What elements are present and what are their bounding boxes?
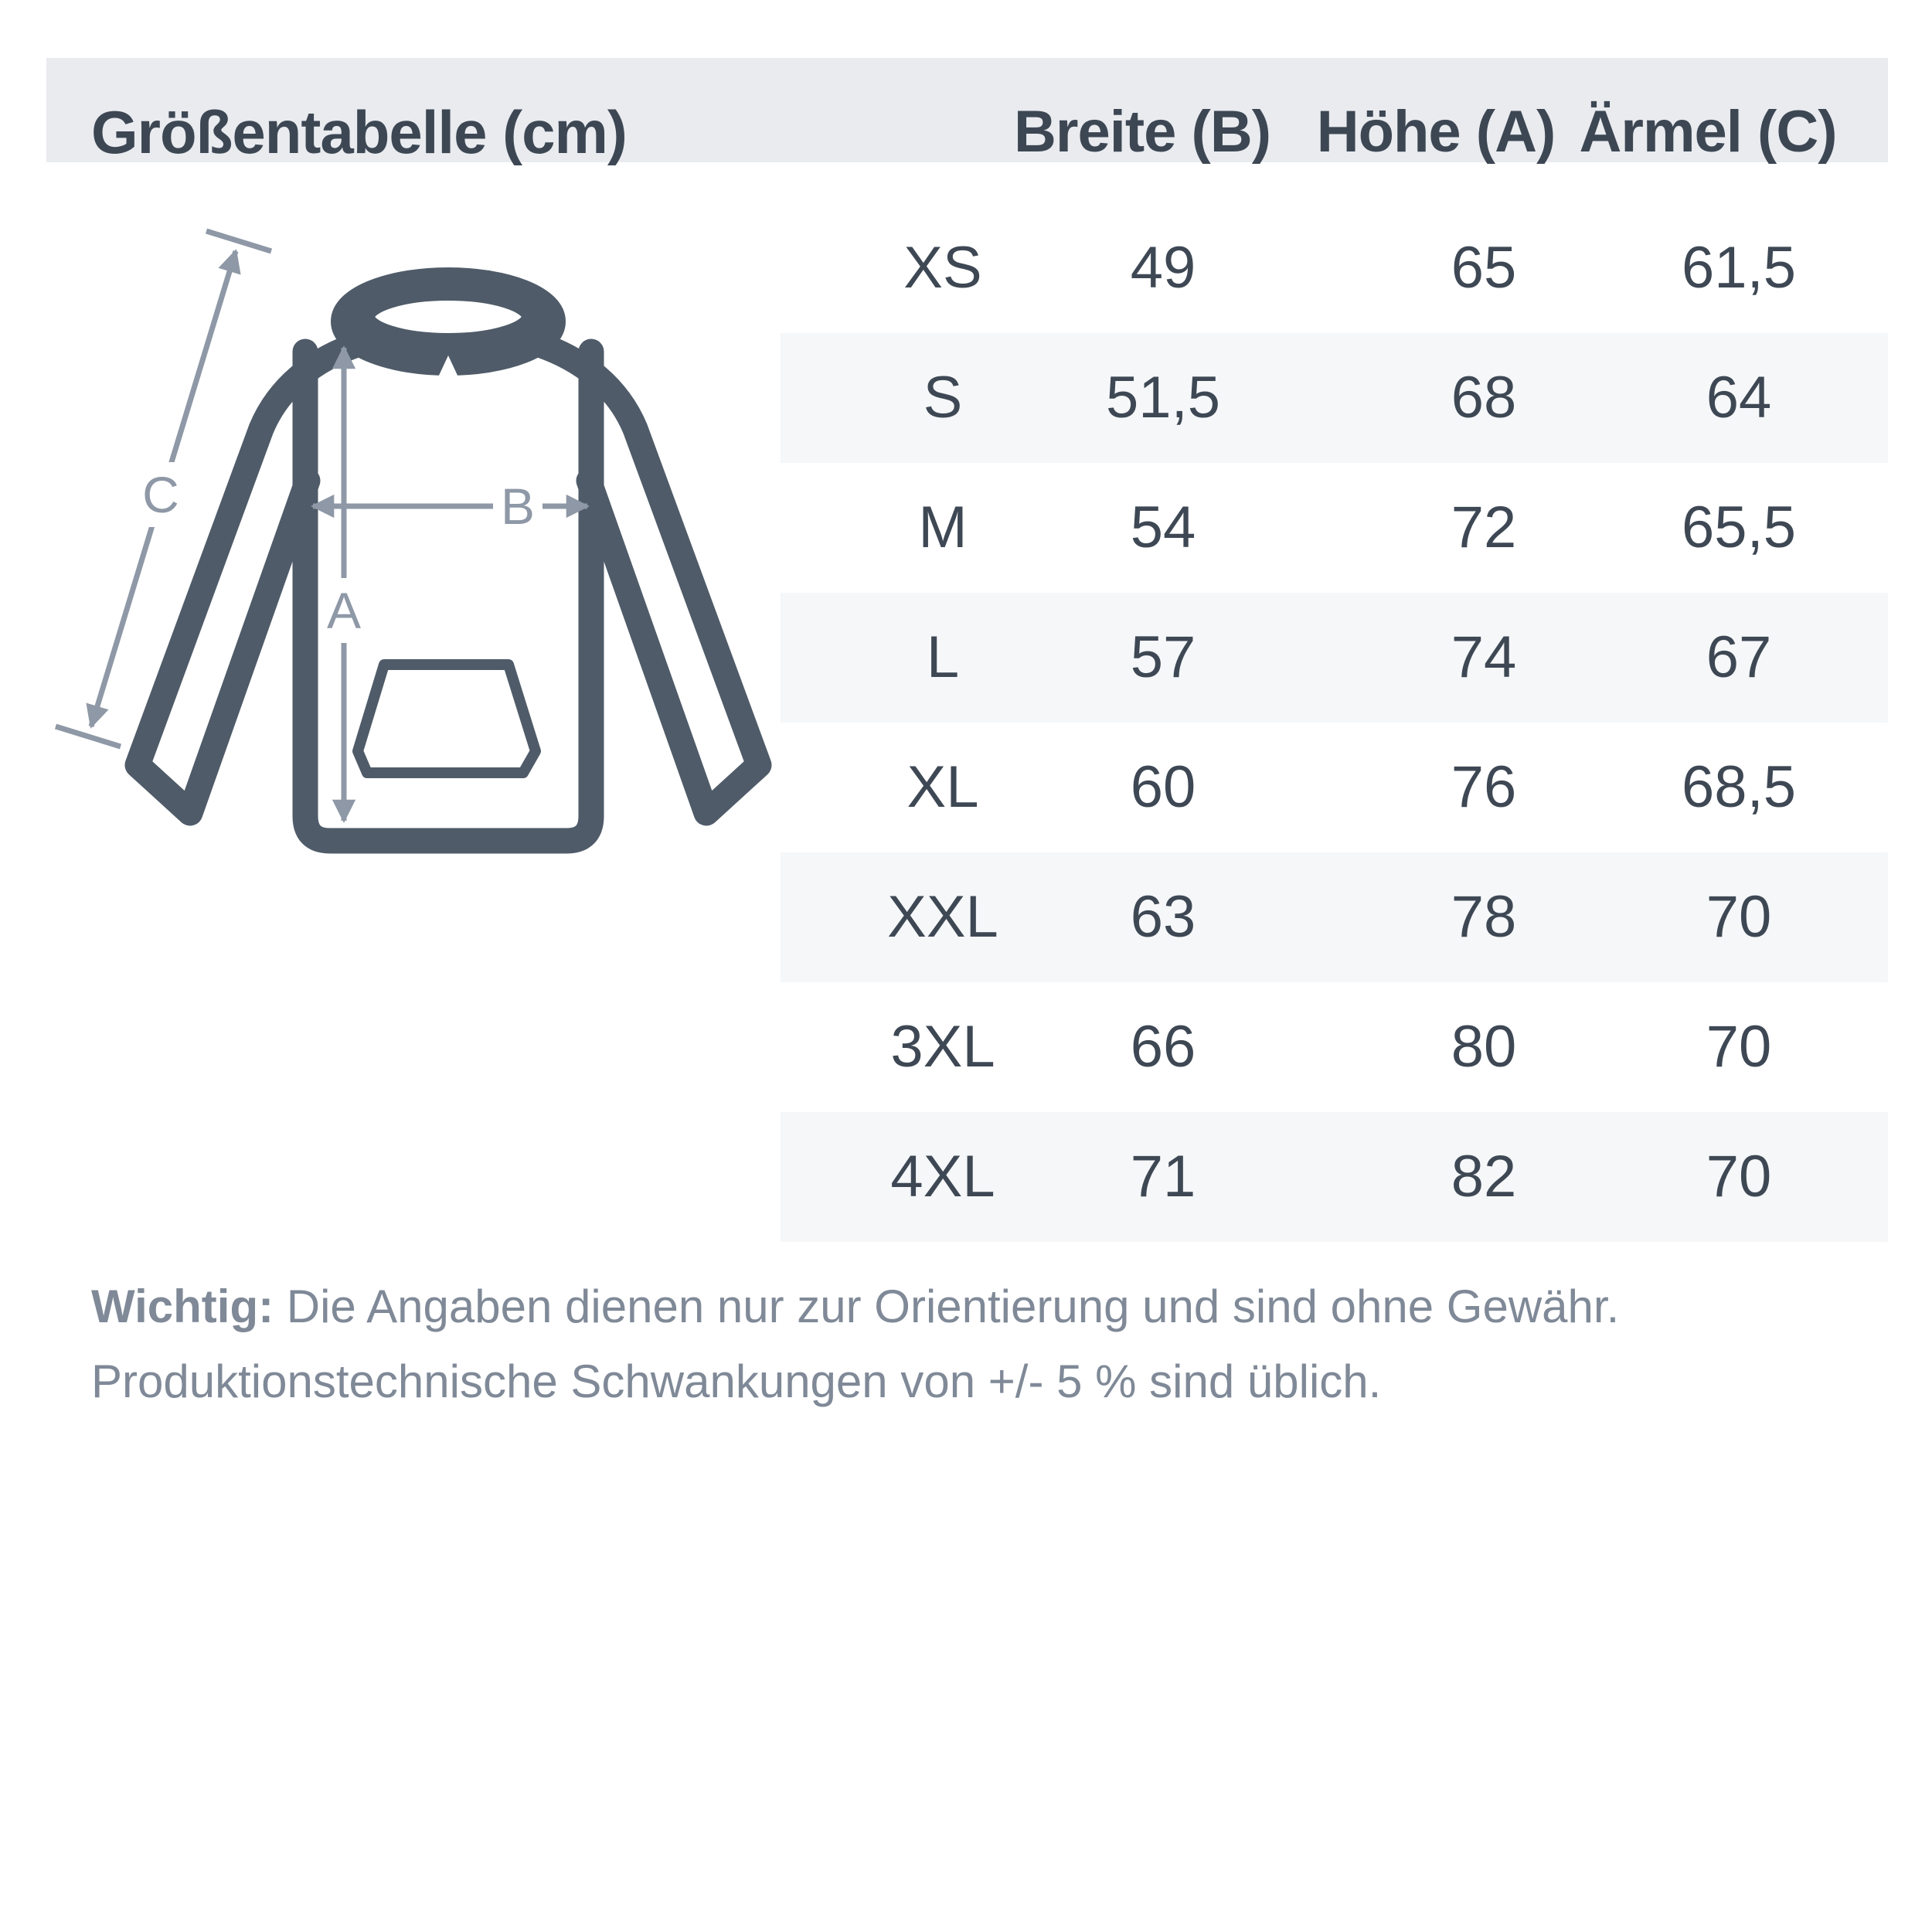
- aermel-value: 70: [1706, 1144, 1772, 1209]
- footer-note: [91, 1269, 1884, 1419]
- breite-value: 51,5: [1106, 365, 1220, 430]
- aermel-value: 61,5: [1682, 235, 1796, 301]
- breite-value: 71: [1130, 1144, 1196, 1209]
- hoehe-value: 76: [1451, 754, 1517, 820]
- footer-line-2: Produktionstechnische Schwankungen von +/- 5 % sind üblich.: [91, 1355, 1382, 1407]
- height-label: A: [326, 582, 362, 639]
- aermel-value: 68,5: [1682, 754, 1796, 820]
- size-label: L: [926, 624, 960, 690]
- table-row: [781, 593, 1888, 723]
- aermel-value: 65,5: [1682, 495, 1796, 560]
- breite-value: 66: [1130, 1014, 1196, 1080]
- column-header-aermel: Ärmel (C): [1579, 99, 1837, 165]
- size-label: S: [923, 365, 963, 430]
- table-row: [781, 203, 1888, 333]
- hoehe-value: 72: [1451, 495, 1517, 560]
- table-row: [781, 852, 1888, 982]
- size-label: 4XL: [890, 1144, 995, 1209]
- table-row: [781, 1112, 1888, 1242]
- footer-emphasis: Wichtig:: [91, 1281, 274, 1332]
- breite-value: 63: [1130, 884, 1196, 950]
- size-label: M: [918, 495, 968, 560]
- hoodie-measurement-diagram: [46, 193, 781, 904]
- size-label: XL: [906, 754, 979, 820]
- hoehe-value: 65: [1451, 235, 1517, 301]
- width-label: B: [500, 478, 536, 535]
- aermel-value: 67: [1706, 624, 1772, 690]
- hoehe-value: 74: [1451, 624, 1517, 690]
- header-bar: [46, 58, 1888, 166]
- hood: [344, 281, 553, 379]
- page-title: Größentabelle (cm): [91, 98, 627, 166]
- size-label: XS: [903, 235, 982, 301]
- right-sleeve: [537, 344, 759, 813]
- aermel-value: 70: [1706, 884, 1772, 950]
- breite-value: 57: [1130, 624, 1196, 690]
- table-row: [781, 463, 1888, 593]
- column-header-hoehe: Höhe (A): [1316, 99, 1556, 165]
- table-row: [781, 982, 1888, 1112]
- footer-line-1-text: Die Angaben dienen nur zur Orientierung und sind ohne Gewähr.: [274, 1281, 1620, 1332]
- aermel-value: 70: [1706, 1014, 1772, 1080]
- column-header-breite: Breite (B): [1013, 99, 1271, 165]
- aermel-value: 64: [1706, 365, 1772, 430]
- sleeve-arrow-bottom-tick: [56, 726, 121, 747]
- size-label: XXL: [887, 884, 998, 950]
- size-table: [781, 203, 1888, 1242]
- sleeve-arrow-top-tick: [206, 231, 271, 251]
- footer-line-1: [91, 1269, 1884, 1344]
- hoehe-value: 80: [1451, 1014, 1517, 1080]
- hoehe-value: 78: [1451, 884, 1517, 950]
- size-label: 3XL: [890, 1014, 995, 1080]
- sleeve-label: C: [142, 466, 179, 523]
- breite-value: 60: [1130, 754, 1196, 820]
- table-row: [781, 723, 1888, 852]
- kangaroo-pocket: [358, 665, 536, 773]
- breite-value: 49: [1130, 235, 1196, 301]
- table-row: [781, 333, 1888, 463]
- hoehe-value: 68: [1451, 365, 1517, 430]
- hoehe-value: 82: [1451, 1144, 1517, 1209]
- breite-value: 54: [1130, 495, 1196, 560]
